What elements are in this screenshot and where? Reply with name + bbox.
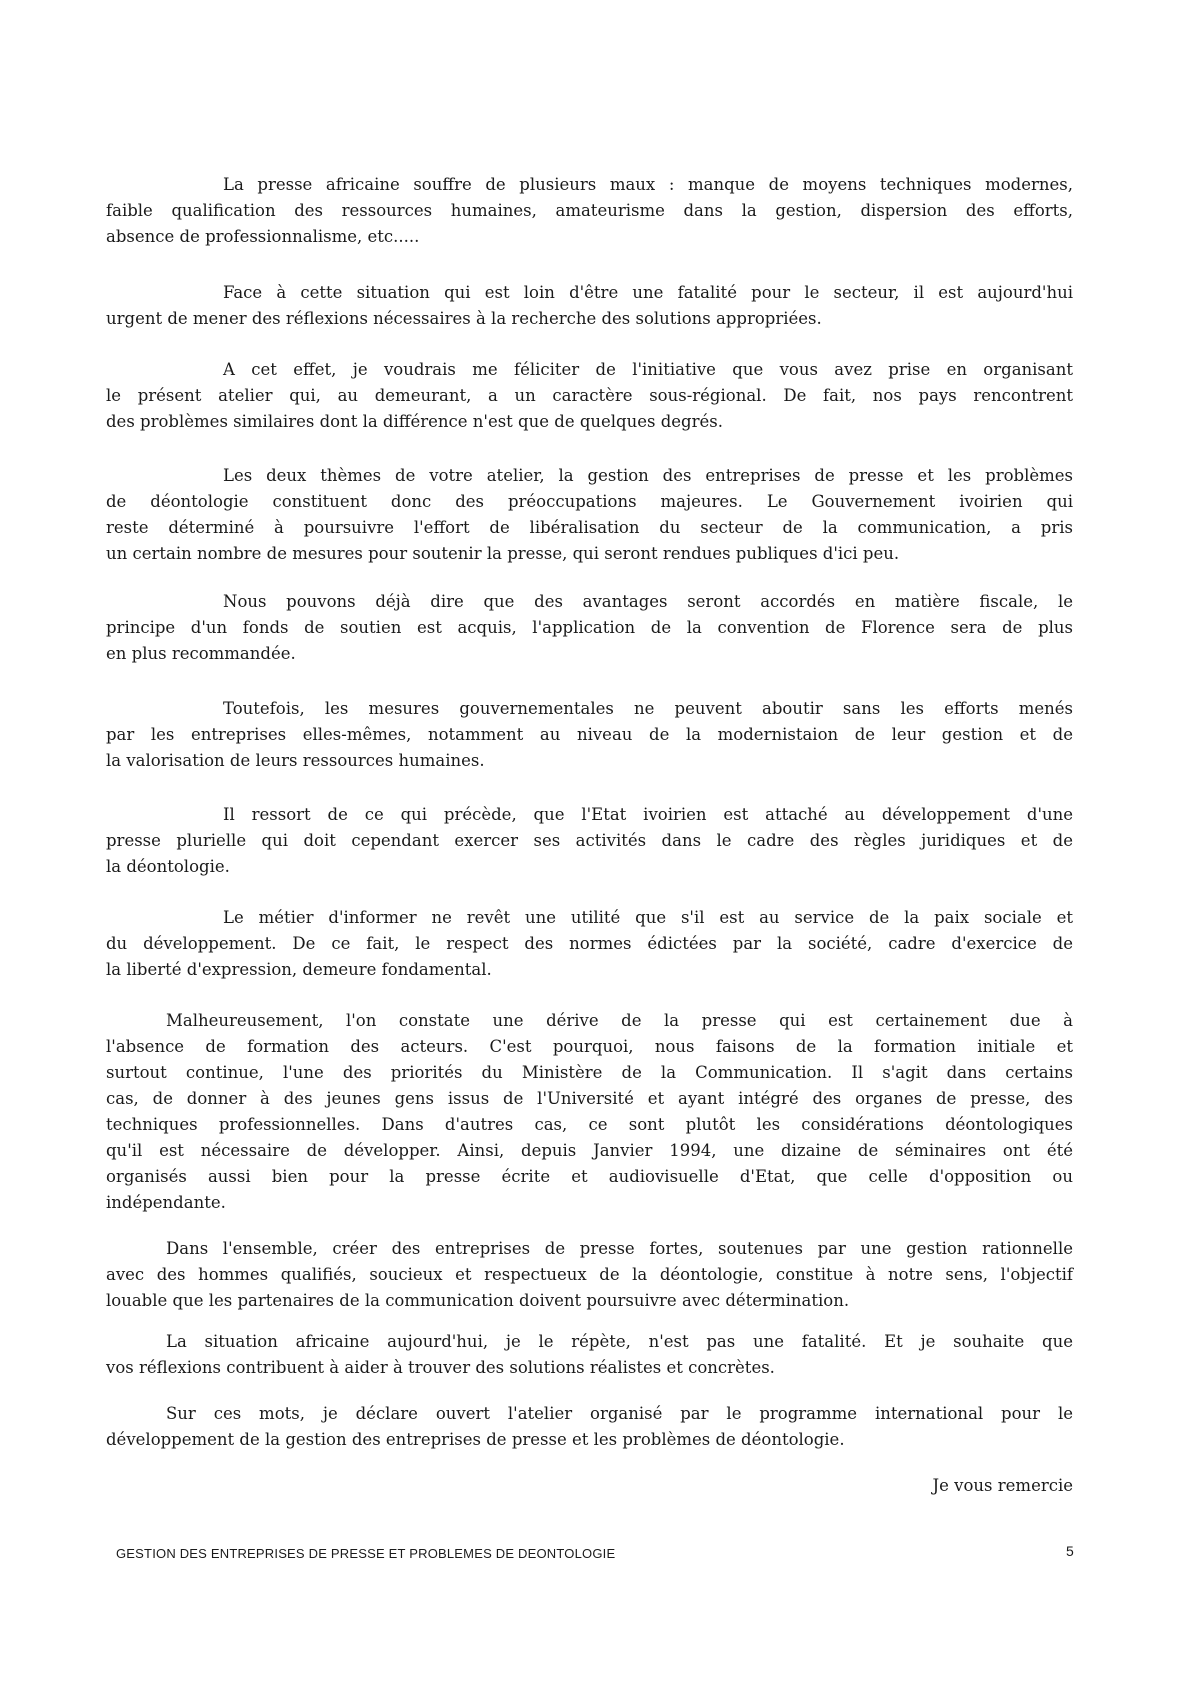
paragraph-3-line: le présent atelier qui, au demeurant, a un caractère sous-régional. De fait, nos pays rencontrent xyxy=(106,386,1073,405)
paragraph-6-line: par les entreprises elles-mêmes, notamment au niveau de la modernistaion de leur gestion et de xyxy=(106,725,1073,744)
paragraph-1-line: faible qualification des ressources humaines, amateurisme dans la gestion, dispersion des efforts, xyxy=(106,201,1073,220)
paragraph-9-line: indépendante. xyxy=(106,1193,226,1212)
paragraph-6-line: la valorisation de leurs ressources humaines. xyxy=(106,751,485,770)
paragraph-2-line: Face à cette situation qui est loin d'être une fatalité pour le secteur, il est aujourd'hui xyxy=(223,283,1073,302)
page-number: 5 xyxy=(1066,1543,1074,1559)
paragraph-10-line: louable que les partenaires de la communication doivent poursuivre avec détermination. xyxy=(106,1291,850,1310)
paragraph-8-line: du développement. De ce fait, le respect des normes édictées par la société, cadre d'exercice de xyxy=(106,934,1073,953)
paragraph-4-line: de déontologie constituent donc des préoccupations majeures. Le Gouvernement ivoirien qui xyxy=(106,492,1073,511)
paragraph-11-line: La situation africaine aujourd'hui, je le répète, n'est pas une fatalité. Et je souhaite que xyxy=(166,1332,1073,1351)
paragraph-3-line: des problèmes similaires dont la différence n'est que de quelques degrés. xyxy=(106,412,723,431)
paragraph-9-line: organisés aussi bien pour la presse écrite et audiovisuelle d'Etat, que celle d'opposition ou xyxy=(106,1167,1073,1186)
paragraph-7-line: presse plurielle qui doit cependant exercer ses activités dans le cadre des règles juridiques et de xyxy=(106,831,1073,850)
paragraph-7-line: Il ressort de ce qui précède, que l'Etat ivoirien est attaché au développement d'une xyxy=(223,805,1073,824)
paragraph-9-line: Malheureusement, l'on constate une dérive de la presse qui est certainement due à xyxy=(166,1011,1073,1030)
paragraph-8-line: la liberté d'expression, demeure fondamental. xyxy=(106,960,492,979)
paragraph-3-line: A cet effet, je voudrais me féliciter de l'initiative que vous avez prise en organisant xyxy=(223,360,1073,379)
paragraph-9-line: qu'il est nécessaire de développer. Ainsi, depuis Janvier 1994, une dizaine de séminaires ont été xyxy=(106,1141,1073,1160)
paragraph-6-line: Toutefois, les mesures gouvernementales ne peuvent aboutir sans les efforts menés xyxy=(223,699,1073,718)
paragraph-5-line: Nous pouvons déjà dire que des avantages seront accordés en matière fiscale, le xyxy=(223,592,1073,611)
paragraph-4-line: un certain nombre de mesures pour soutenir la presse, qui seront rendues publiques d'ici peu. xyxy=(106,544,900,563)
paragraph-5-line: en plus recommandée. xyxy=(106,644,296,663)
paragraph-9-line: l'absence de formation des acteurs. C'est pourquoi, nous faisons de la formation initiale et xyxy=(106,1037,1073,1056)
paragraph-11-line: vos réflexions contribuent à aider à trouver des solutions réalistes et concrètes. xyxy=(106,1358,775,1377)
running-footer: GESTION DES ENTREPRISES DE PRESSE ET PROBLEMES DE DEONTOLOGIE xyxy=(116,1546,616,1561)
paragraph-10-line: Dans l'ensemble, créer des entreprises de presse fortes, soutenues par une gestion rationnelle xyxy=(166,1239,1073,1258)
paragraph-4-line: reste déterminé à poursuivre l'effort de libéralisation du secteur de la communication, a pris xyxy=(106,518,1073,537)
paragraph-7-line: la déontologie. xyxy=(106,857,230,876)
paragraph-12-line: Sur ces mots, je déclare ouvert l'atelier organisé par le programme international pour le xyxy=(166,1404,1073,1423)
paragraph-9-line: surtout continue, l'une des priorités du Ministère de la Communication. Il s'agit dans certains xyxy=(106,1063,1073,1082)
paragraph-4-line: Les deux thèmes de votre atelier, la gestion des entreprises de presse et les problèmes xyxy=(223,466,1073,485)
closing-remark: Je vous remercie xyxy=(932,1476,1073,1495)
paragraph-1-line: La presse africaine souffre de plusieurs maux : manque de moyens techniques modernes, xyxy=(223,175,1073,194)
paragraph-9-line: techniques professionnelles. Dans d'autres cas, ce sont plutôt les considérations déontologiques xyxy=(106,1115,1073,1134)
paragraph-1-line: absence de professionnalisme, etc..... xyxy=(106,227,420,246)
paragraph-10-line: avec des hommes qualifiés, soucieux et respectueux de la déontologie, constitue à notre sens, l'objectif xyxy=(106,1265,1073,1284)
paragraph-9-line: cas, de donner à des jeunes gens issus de l'Université et ayant intégré des organes de presse, des xyxy=(106,1089,1073,1108)
paragraph-2-line: urgent de mener des réflexions nécessaires à la recherche des solutions appropriées. xyxy=(106,309,822,328)
paragraph-5-line: principe d'un fonds de soutien est acquis, l'application de la convention de Florence sera de plus xyxy=(106,618,1073,637)
paragraph-8-line: Le métier d'informer ne revêt une utilité que s'il est au service de la paix sociale et xyxy=(223,908,1073,927)
paragraph-12-line: développement de la gestion des entreprises de presse et les problèmes de déontologie. xyxy=(106,1430,845,1449)
